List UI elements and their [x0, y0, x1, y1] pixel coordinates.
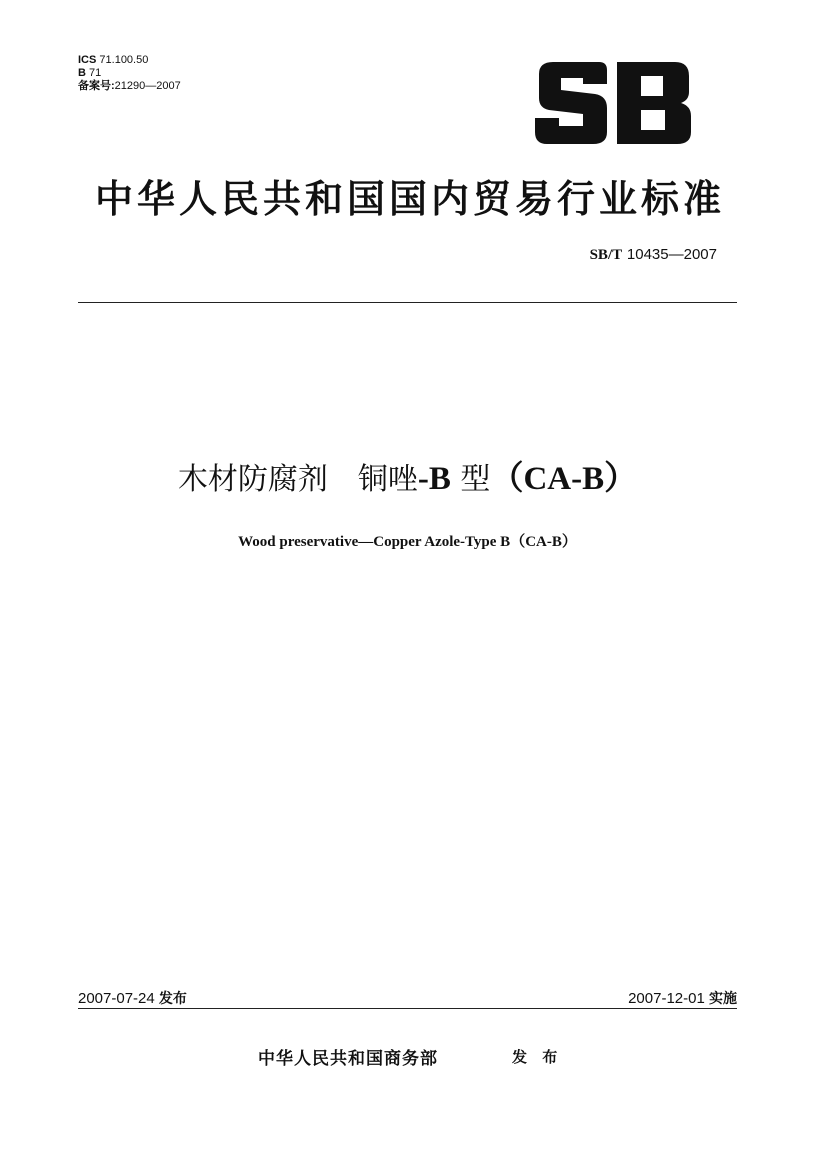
- issuer-title: 中华人民共和国国内贸易行业标准: [94, 177, 725, 221]
- title-cn-suffix: -B: [417, 461, 451, 497]
- logo-letter-s: [535, 62, 607, 144]
- sb-logo: [533, 60, 693, 146]
- issue-date-value: 2007-07-24: [78, 990, 155, 1007]
- header-divider: [78, 302, 737, 303]
- implementation-date: [628, 988, 737, 1008]
- ccs-code: 71: [89, 67, 102, 79]
- ics-code: 71.100.50: [99, 54, 149, 66]
- document-title-cn: [40, 452, 775, 499]
- standard-number: [590, 245, 717, 264]
- issue-date: [78, 988, 187, 1008]
- issue-date-label: 发布: [158, 991, 187, 1007]
- filing-line: [78, 80, 181, 93]
- ics-label: ICS: [78, 54, 97, 66]
- implementation-date-value: 2007-12-01: [628, 990, 705, 1007]
- standard-prefix: SB/T: [589, 247, 623, 263]
- implementation-date-label: 实施: [709, 991, 737, 1007]
- title-cn-main: 木材防腐剂 铜唑: [177, 462, 418, 497]
- ccs-line: [78, 67, 181, 80]
- classification-block: [78, 54, 181, 93]
- ccs-label: B: [78, 67, 86, 79]
- title-cn-paren: （CA-B）: [490, 461, 638, 497]
- ics-line: [78, 54, 181, 67]
- publisher-verb: 发 布: [512, 1048, 558, 1066]
- standard-code: 10435—2007: [626, 246, 717, 263]
- logo-letter-b: [617, 62, 691, 144]
- footer-divider: [78, 1008, 737, 1009]
- publisher-name: 中华人民共和国商务部: [258, 1049, 438, 1069]
- title-cn-type: 型: [450, 462, 491, 497]
- filing-number: 21290—2007: [114, 80, 181, 92]
- filing-label: 备案号:: [78, 80, 115, 92]
- document-title-en: Wood preservative—Copper Azole-Type B（CA-B）: [238, 534, 577, 550]
